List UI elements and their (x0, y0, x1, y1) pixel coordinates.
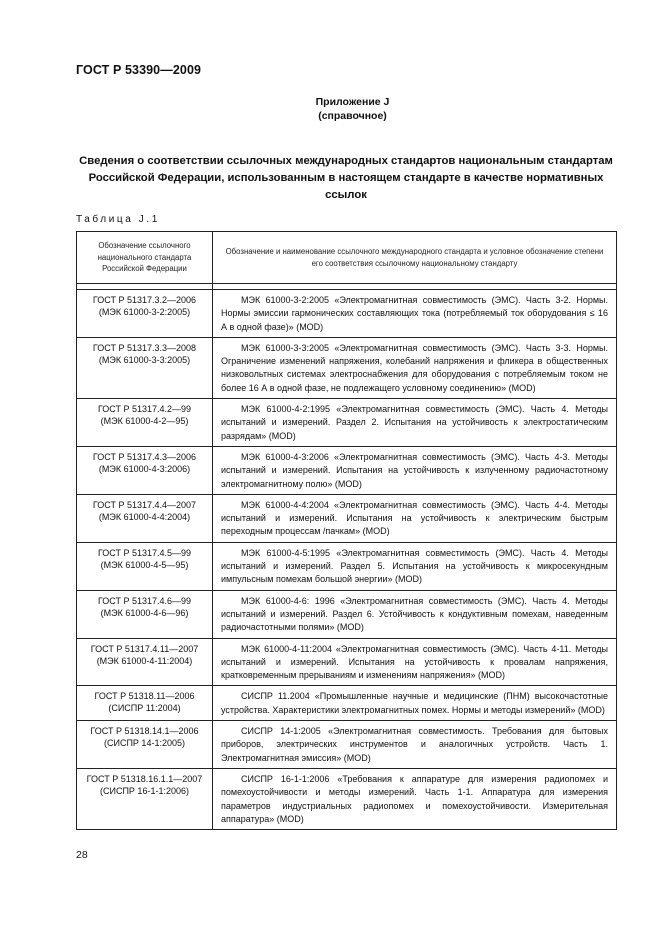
national-standard-code: ГОСТ Р 51317.4.4—2007 (92, 499, 197, 510)
table-row (77, 768, 617, 829)
table-row (77, 446, 617, 494)
international-equivalent: (СИСПР 16-1-1:2006) (100, 785, 189, 796)
international-equivalent: (МЭК 61000-3-3:2005) (98, 354, 191, 365)
international-equivalent: (МЭК 61000-3-2:2005) (98, 307, 191, 317)
section-heading: Сведения о соответствии ссылочных международных стандартов национальным стандартам Российской Федерации, использованным в настоящем стандарте в качестве нормативных ссылок (79, 155, 613, 201)
international-standard-description: МЭК 61000-4-3:2006 «Электромагнитная совместимость (ЭМС). Часть 4-3. Методы испытаний и измерений. Испытания на устойчивость к излученному радиочастотному электромагнитному полю» (MOD) (213, 446, 617, 494)
national-standard-cell (77, 721, 213, 769)
international-standard-description: МЭК 61000-4-2:1995 «Электромагнитная совместимость (ЭМС). Часть 4. Методы испытаний и измерений. Раздел 2. Испытания на устойчивость к электростатическим разрядам» (MOD) (213, 399, 617, 447)
appendix-title: Приложение J (315, 96, 390, 108)
national-standard-code: ГОСТ Р 51318.14.1—2006 (90, 726, 199, 737)
international-equivalent: (МЭК 61000-4-4:2004) (98, 511, 191, 522)
national-standard-cell (77, 494, 213, 542)
international-standard-description: СИСПР 14-1:2005 «Электромагнитная совместимость. Требования для бытовых приборов, электрических инструментов и аналогичных устройств. Часть 1. Электромагнитная эмиссия» (MOD) (213, 721, 617, 769)
page-number: 28 (76, 849, 88, 861)
international-standard-description: СИСПР 11.2004 «Промышленные научные и медицинские (ПНМ) высокочастотные устройства. Характеристики электромагнитных помех. Нормы и методы измерений» (MOD) (213, 686, 617, 721)
national-standard-code: ГОСТ Р 51317.4.2—99 (97, 404, 192, 415)
appendix-block (0, 95, 661, 123)
national-standard-code: ГОСТ Р 51317.3.2—2006 (92, 295, 197, 305)
international-equivalent: (МЭК 61000-4-11:2004) (96, 655, 193, 666)
national-standard-cell (77, 446, 213, 494)
national-standard-code: ГОСТ Р 51317.4.3—2006 (92, 451, 197, 462)
national-standard-code: ГОСТ Р 51318.11—2006 (94, 691, 195, 702)
international-standard-description: МЭК 61000-3-3:2005 «Электромагнитная совместимость (ЭМС). Часть 3-3. Нормы. Ограничение изменений напряжения, колебаний напряжения и фликера в общественных низковольтных системах электроснабжения для оборудования с потребляемым током не более 16 А в одной фазе, не подлежащего условному соединению» (MOD) (213, 337, 617, 398)
international-equivalent: (МЭК 61000-4-6—96) (100, 607, 189, 618)
table-body (77, 284, 617, 830)
column-header-national: Обозначение ссылочного национального стандарта Российской Федерации (77, 232, 213, 284)
appendix-subtitle: (справочное) (318, 110, 387, 122)
international-standard-description: МЭК 61000-4-4:2004 «Электромагнитная совместимость (ЭМС). Часть 4-4. Методы испытаний и измерений. Испытания на устойчивость к электрическим быстрым переходным процессам /пачкам» (MOD) (213, 494, 617, 542)
table-header-row (77, 232, 617, 284)
national-standard-code: ГОСТ Р 51317.4.11—2007 (90, 643, 199, 654)
international-equivalent: (СИСПР 14-1:2005) (104, 738, 185, 749)
national-standard-cell (77, 686, 213, 721)
correspondence-table (76, 231, 617, 830)
national-standard-code: ГОСТ Р 51317.4.6—99 (97, 595, 192, 606)
international-equivalent: (МЭК 61000-4-2—95) (100, 416, 189, 427)
international-equivalent: (МЭК 61000-4-3:2006) (98, 463, 191, 474)
table-row (77, 721, 617, 769)
international-equivalent: (МЭК 61000-4-5—95) (100, 559, 189, 570)
document-code: ГОСТ Р 53390—2009 (76, 63, 202, 77)
international-standard-description: МЭК 61000-4-11:2004 «Электромагнитная совместимость (ЭМС). Часть 4-11. Методы испытаний и измерений. Испытания на устойчивость к провалам напряжения, кратковременным прерываниям и изменениям напряжения» (MOD) (213, 638, 617, 686)
table-row (77, 494, 617, 542)
national-standard-cell (77, 290, 213, 338)
international-equivalent: (СИСПР 11:2004) (108, 703, 181, 714)
column-header-international: Обозначение и наименование ссылочного международного стандарта и условное обозначение степени его соответствия ссылочному национальному стандарту (213, 232, 617, 284)
international-standard-description: МЭК 61000-4-5:1995 «Электромагнитная совместимость (ЭМС). Часть 4. Методы испытаний и измерений. Раздел 5. Испытания на устойчивость к микросекундным импульсным помехам большой энергии» (MOD) (213, 542, 617, 590)
national-standard-code: ГОСТ Р 51317.3.3—2008 (92, 342, 197, 353)
national-standard-cell (77, 337, 213, 398)
table-row (77, 686, 617, 721)
national-standard-cell (77, 638, 213, 686)
table-row (77, 590, 617, 638)
national-standard-cell (77, 542, 213, 590)
international-standard-description: МЭК 61000-3-2:2005 «Электромагнитная совместимость (ЭМС). Часть 3-2. Нормы. Нормы эмиссии гармонических составляющих тока (потребляемый ток оборудования ≤ 16 А в одной фазе)» (MOD) (213, 290, 617, 338)
table-row (77, 542, 617, 590)
international-standard-description: СИСПР 16-1-1:2006 «Требования к аппаратуре для измерения радиопомех и помехоустойчивости и методы измерений. Часть 1-1. Аппаратура для измерения параметров индустриальных радиопомех и помехоустойчивости. Измерительная аппаратура» (MOD) (213, 768, 617, 829)
table-row (77, 290, 617, 338)
table-caption: Таблица J.1 (76, 214, 160, 225)
table-row (77, 638, 617, 686)
national-standard-code: ГОСТ Р 51318.16.1.1—2007 (86, 773, 203, 784)
national-standard-cell (77, 590, 213, 638)
table-row (77, 399, 617, 447)
national-standard-cell (77, 768, 213, 829)
table-row (77, 337, 617, 398)
national-standard-cell (77, 399, 213, 447)
international-standard-description: МЭК 61000-4-6: 1996 «Электромагнитная совместимость (ЭМС). Часть 4. Методы испытаний и измерений. Раздел 6. Устойчивость к кондуктивным помехам, наведенным радиочастотными полями» (MOD) (213, 590, 617, 638)
national-standard-code: ГОСТ Р 51317.4.5—99 (97, 547, 192, 558)
